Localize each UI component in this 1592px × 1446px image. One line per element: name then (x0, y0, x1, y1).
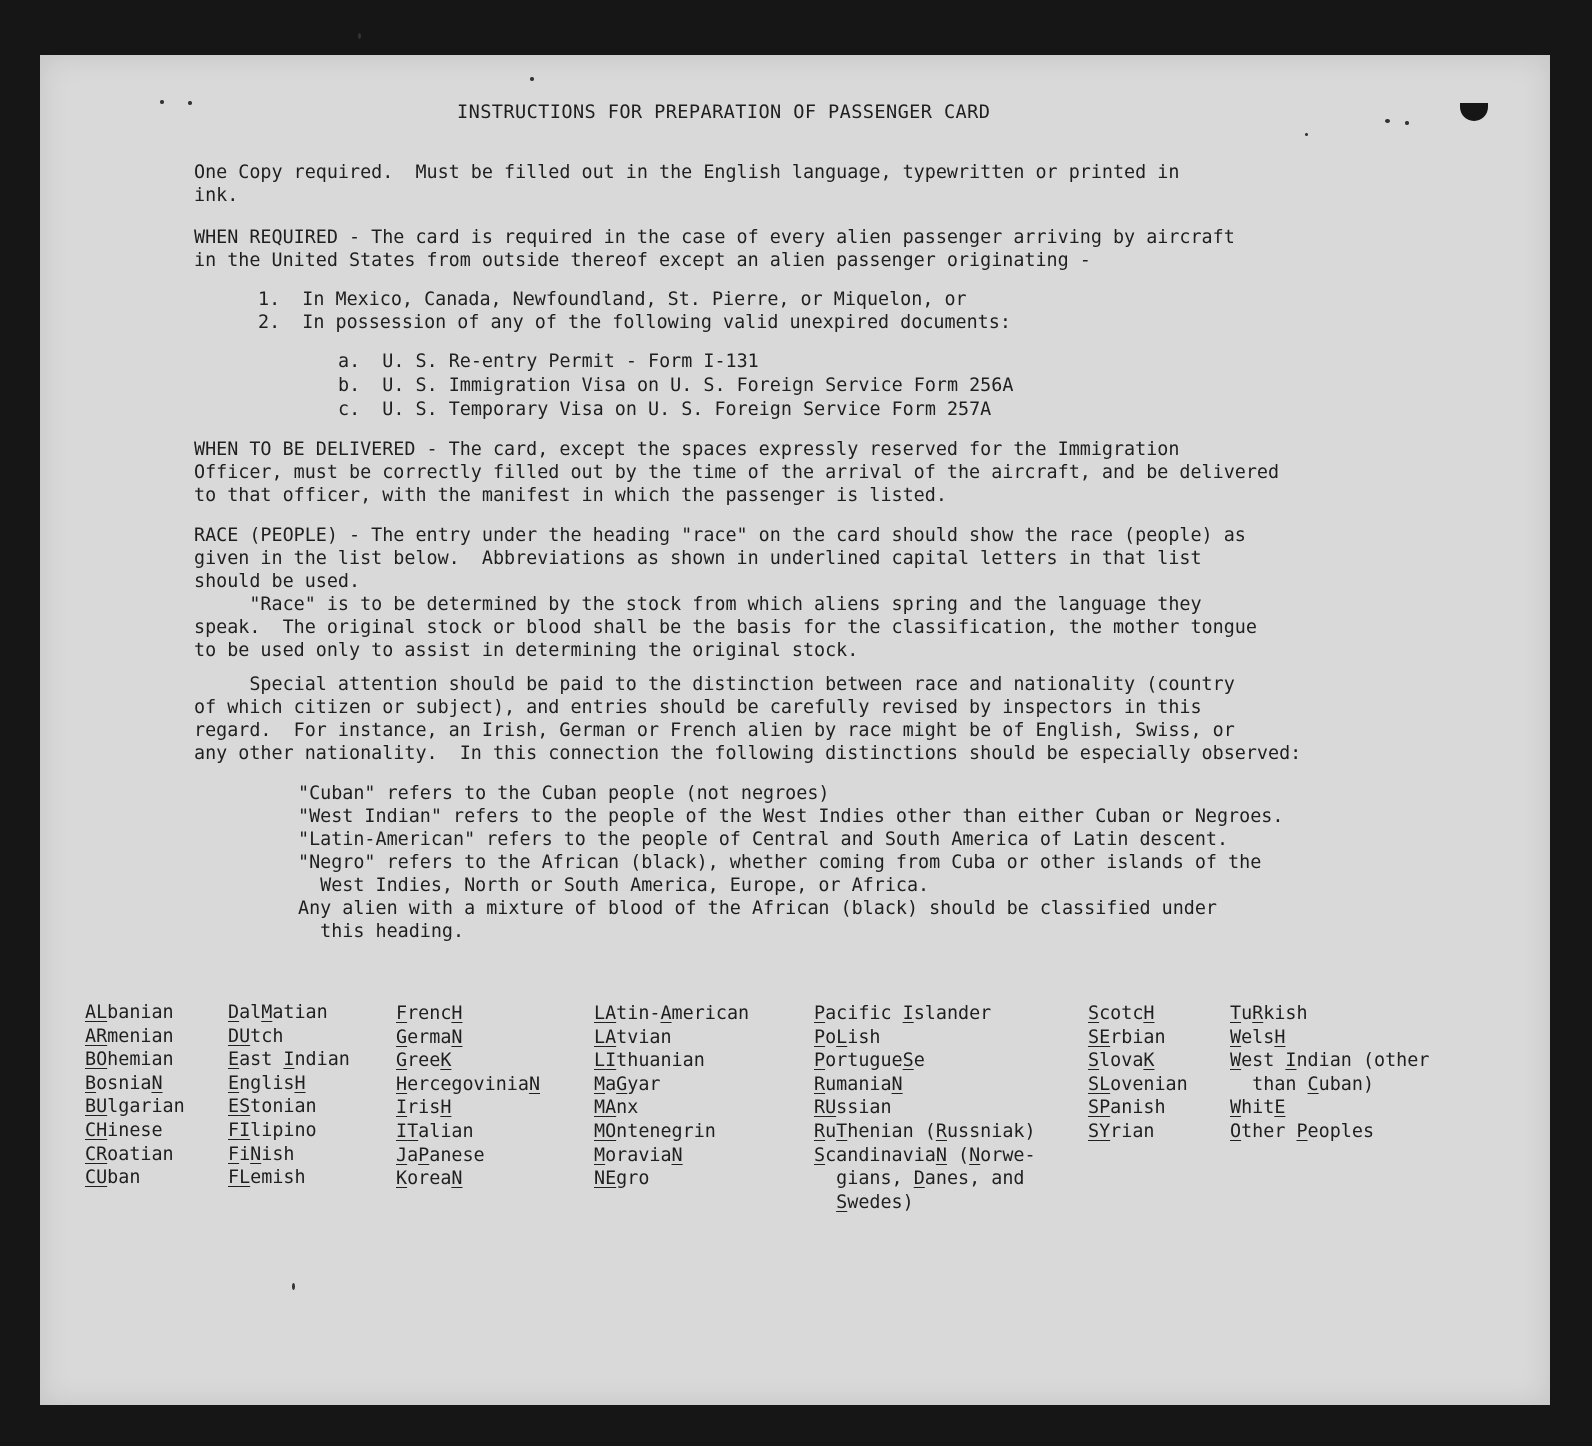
scan-speck (1385, 119, 1390, 123)
text-line: West Indies, North or South America, Europe, or Africa. (298, 875, 930, 896)
text-line: in the United States from outside thereof except an alien passenger originating - (194, 250, 1091, 271)
scan-speck (1305, 133, 1308, 136)
race-entry: JaPanese (396, 1144, 485, 1166)
list-item: 1. In Mexico, Canada, Newfoundland, St. Pierre, or Miquelon, or (258, 289, 967, 310)
race-entry: ScandinaviaN (Norwe- (814, 1144, 1036, 1166)
document-page (40, 55, 1550, 1405)
text-line: "Cuban" refers to the Cuban people (not negroes) (298, 783, 830, 804)
race-entry: RUssian (814, 1097, 892, 1119)
scan-speck (530, 77, 534, 81)
race-column (594, 1002, 749, 1191)
race-entry: MAnx (594, 1097, 639, 1119)
scan-speck (292, 1283, 295, 1290)
origin-list (258, 288, 1592, 334)
text-line: WHEN REQUIRED - The card is required in the case of every alien passenger arriving by aircraft (194, 227, 1235, 248)
race-column (1088, 1002, 1188, 1144)
list-item: a. U. S. Re-entry Permit - Form I-131 (338, 351, 759, 372)
text-line: to that officer, with the manifest in which the passenger is listed. (194, 485, 947, 506)
page-title: INSTRUCTIONS FOR PREPARATION OF PASSENGER CARD (457, 102, 991, 123)
race-entry: LAtvian (594, 1026, 672, 1048)
race-entry: CRoatian (85, 1143, 174, 1165)
race-entry: BosniaN (85, 1072, 163, 1094)
race-entry: LAtin-American (594, 1003, 750, 1024)
race-column (85, 1001, 185, 1190)
race-entry: gians, Danes, and (836, 1168, 1025, 1190)
text-line: WHEN TO BE DELIVERED - The card, except the spaces expressly reserved for the Immigration (194, 439, 1180, 460)
race-entry: MoraviaN (594, 1144, 683, 1166)
race-entry: EStonian (228, 1096, 317, 1118)
race-entry: WhitE (1230, 1097, 1286, 1119)
race-entry: SLovenian (1088, 1073, 1188, 1095)
scan-speck (188, 101, 192, 105)
race-paragraph (194, 524, 1544, 662)
text-line: given in the list below. Abbreviations as shown in underlined capital letters in that list (194, 548, 1202, 569)
race-column (814, 1002, 1036, 1214)
race-entry: MaGyar (594, 1073, 661, 1095)
text-line: "Latin-American" refers to the people of Central and South America of Latin descent. (298, 829, 1229, 850)
race-entry: MOntenegrin (594, 1120, 716, 1142)
text-line: Any alien with a mixture of blood of the African (black) should be classified under (298, 898, 1217, 919)
race-entry: RuThenian (Russniak) (814, 1120, 1036, 1142)
race-entry: Other Peoples (1230, 1120, 1375, 1142)
text-line: of which citizen or subject), and entries should be carefully revised by inspectors in this (194, 697, 1202, 718)
race-entry: FLemish (228, 1167, 306, 1189)
text-line: Officer, must be correctly filled out by the time of the arrival of the aircraft, and be delivered (194, 462, 1280, 483)
page-tab-mark (1460, 103, 1488, 121)
race-entry: CHinese (85, 1119, 163, 1141)
text-line: speak. The original stock or blood shall be the basis for the classification, the mother tongue (194, 617, 1257, 638)
race-entry: SErbian (1088, 1026, 1166, 1048)
race-entry: ALbanian (85, 1002, 174, 1023)
race-entry: RumaniaN (814, 1073, 903, 1095)
documents-list (338, 350, 1592, 422)
race-column (1230, 1002, 1429, 1144)
race-entry: BUlgarian (85, 1096, 185, 1118)
race-entry: SPanish (1088, 1097, 1166, 1119)
race-entry: KoreaN (396, 1168, 463, 1190)
list-item: c. U. S. Temporary Visa on U. S. Foreign Service Form 257A (338, 399, 992, 420)
scan-speck (358, 33, 361, 39)
race-entry: FiNish (228, 1143, 295, 1165)
race-entry: BOhemian (85, 1049, 174, 1071)
text-line: "Negro" refers to the African (black), whether coming from Cuba or other islands of the (298, 852, 1262, 873)
race-entry: LIthuanian (594, 1050, 705, 1072)
race-entry: DUtch (228, 1025, 284, 1047)
race-entry: TuRkish (1230, 1003, 1308, 1024)
race-entry: GreeK (396, 1050, 452, 1072)
race-column (396, 1002, 540, 1191)
text-line: Special attention should be paid to the distinction between race and nationality (country (194, 674, 1235, 695)
race-entry: PortugueSe (814, 1050, 925, 1072)
race-entry: GermaN (396, 1026, 463, 1048)
race-entry: IrisH (396, 1097, 452, 1119)
text-line: regard. For instance, an Irish, German or French alien by race might be of English, Swiss, or (194, 720, 1235, 741)
race-entry: SlovaK (1088, 1050, 1155, 1072)
copy-requirement-paragraph (194, 161, 1544, 207)
scan-speck (1405, 121, 1409, 125)
text-line: this heading. (298, 921, 465, 942)
when-required-paragraph (194, 226, 1544, 272)
race-entry: CUban (85, 1167, 141, 1189)
race-entry: ARmenian (85, 1025, 174, 1047)
text-line: ink. (194, 185, 239, 206)
race-entry: DalMatian (228, 1002, 328, 1023)
text-line: to be used only to assist in determining the original stock. (194, 640, 859, 661)
text-line: "West Indian" refers to the people of the West Indies other than either Cuban or Negroes. (298, 806, 1284, 827)
text-line: "Race" is to be determined by the stock from which aliens spring and the language they (194, 594, 1202, 615)
when-delivered-paragraph (194, 438, 1544, 507)
text-line: RACE (PEOPLE) - The entry under the heading "race" on the card should show the race (people) as (194, 525, 1246, 546)
list-item: 2. In possession of any of the following valid unexpired documents: (258, 312, 1011, 333)
text-line: One Copy required. Must be filled out in the English language, typewritten or printed in (194, 162, 1180, 183)
distinctions-list (298, 782, 1592, 943)
race-entry: Swedes) (836, 1191, 914, 1213)
text-line: any other nationality. In this connection the following distinctions should be especially observed: (194, 743, 1302, 764)
race-entry: ScotcH (1088, 1003, 1155, 1024)
special-attention-paragraph (194, 673, 1544, 765)
race-entry: SYrian (1088, 1120, 1155, 1142)
text-line: should be used. (194, 571, 361, 592)
race-entry: than Cuban) (1252, 1073, 1375, 1095)
race-entry: ITalian (396, 1120, 474, 1142)
list-item: b. U. S. Immigration Visa on U. S. Foreign Service Form 256A (338, 375, 1014, 396)
race-column (228, 1001, 350, 1190)
race-entry: Pacific Islander (814, 1003, 992, 1024)
race-entry: EnglisH (228, 1072, 306, 1094)
race-entry: FIlipino (228, 1119, 317, 1141)
race-entry: PoLish (814, 1026, 881, 1048)
race-entry: FrencH (396, 1003, 463, 1024)
race-entry: WelsH (1230, 1026, 1286, 1048)
race-entry: NEgro (594, 1168, 650, 1190)
scan-speck (160, 100, 164, 104)
race-entry: West Indian (other (1230, 1050, 1430, 1072)
race-entry: East Indian (228, 1049, 350, 1071)
race-entry: HercegoviniaN (396, 1073, 541, 1095)
